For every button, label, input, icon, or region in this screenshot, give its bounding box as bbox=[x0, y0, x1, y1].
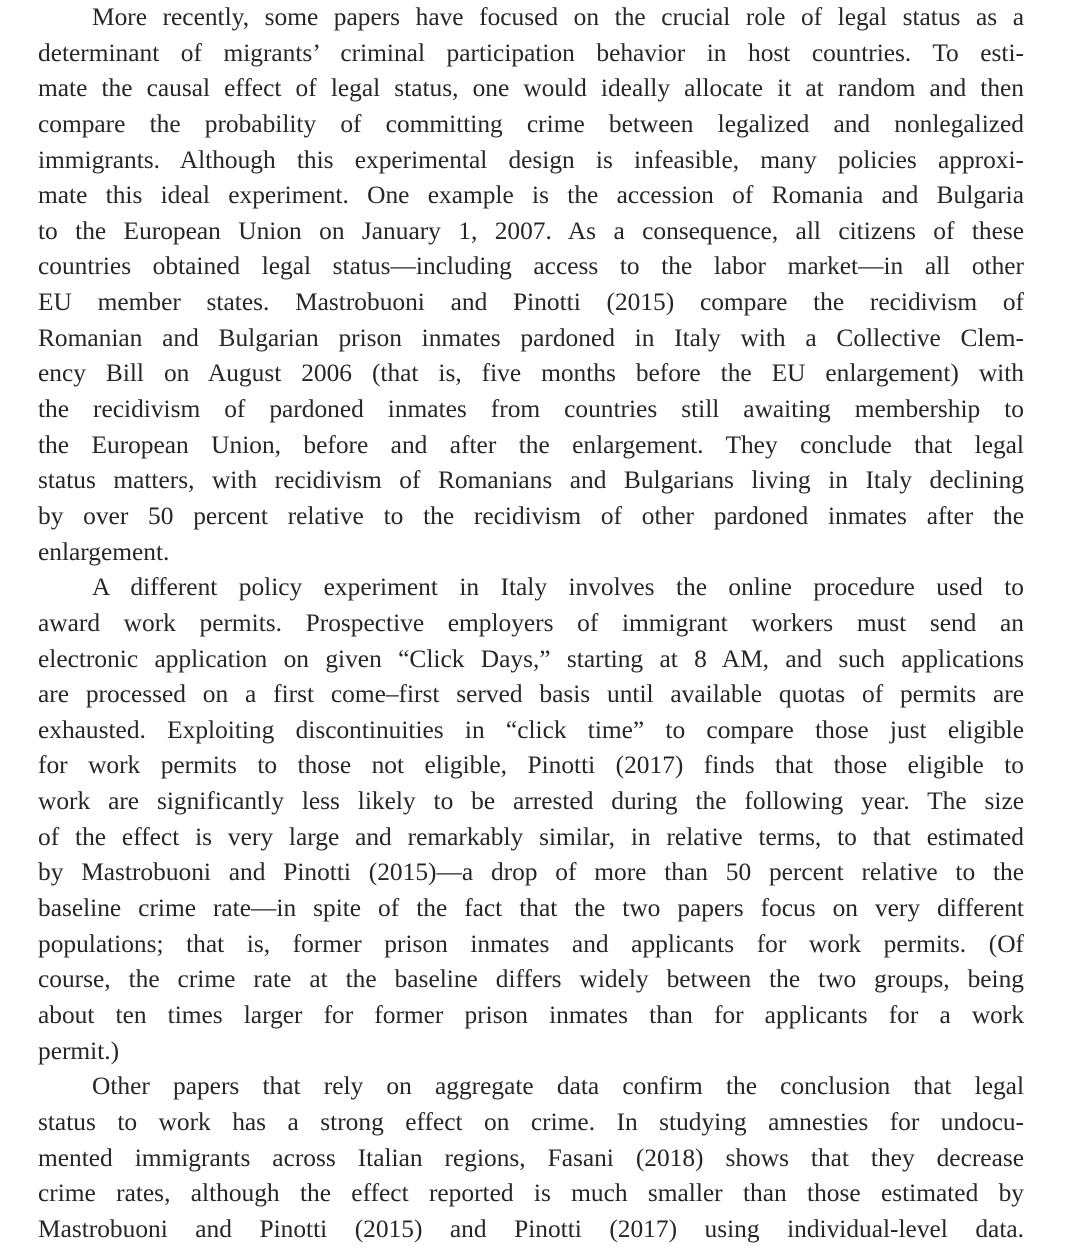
text-line: status matters, with recidivism of Romanians and Bulgarians living in Italy declining bbox=[38, 466, 1024, 495]
text-line: crime rates, although the effect reported is much smaller than those estimated by bbox=[38, 1179, 1024, 1208]
text-line: ency Bill on August 2006 (that is, five months before the EU enlargement) with bbox=[38, 359, 1024, 388]
text-line: status to work has a strong effect on crime. In studying amnesties for undocu- bbox=[38, 1107, 1024, 1136]
text-line: baseline crime rate—in spite of the fact that the two papers focus on very different bbox=[38, 894, 1024, 923]
text-line: about ten times larger for former prison inmates than for applicants for a work bbox=[38, 1000, 1024, 1029]
text-line: countries obtained legal status—including access to the labor market—in all other bbox=[38, 252, 1024, 281]
text-line: are processed on a first come–first served basis until available quotas of permits are bbox=[38, 680, 1024, 709]
text-line: electronic application on given “Click Days,” starting at 8 AM, and such applications bbox=[38, 644, 1024, 673]
text-line: by over 50 percent relative to the recidivism of other pardoned inmates after the bbox=[38, 501, 1024, 530]
text-line: More recently, some papers have focused on the crucial role of legal status as a bbox=[92, 3, 1024, 31]
text-line: award work permits. Prospective employers of immigrant workers must send an bbox=[38, 608, 1024, 637]
paragraph-aggregate-data bbox=[38, 1069, 1024, 1247]
text-line: Other papers that rely on aggregate data confirm the conclusion that legal bbox=[92, 1072, 1024, 1101]
text-line: course, the crime rate at the baseline differs widely between the two groups, being bbox=[38, 965, 1024, 994]
text-line: determinant of migrants’ criminal participation behavior in host countries. To esti- bbox=[38, 38, 1024, 67]
text-line: to the European Union on January 1, 2007. As a consequence, all citizens of these bbox=[38, 216, 1024, 245]
text-line: enlargement. bbox=[38, 537, 170, 566]
text-line: exhausted. Exploiting discontinuities in “click time” to compare those just eligible bbox=[38, 715, 1024, 744]
text-line: mented immigrants across Italian regions, Fasani (2018) shows that they decrease bbox=[38, 1143, 1024, 1172]
text-line: A different policy experiment in Italy involves the online procedure used to bbox=[92, 573, 1024, 602]
text-line: work are significantly less likely to be arrested during the following year. The size bbox=[38, 787, 1024, 816]
text-line: immigrants. Although this experimental design is infeasible, many policies approxi- bbox=[38, 145, 1024, 174]
paragraph-legal-status bbox=[38, 0, 1024, 570]
text-line: compare the probability of committing crime between legalized and nonlegalized bbox=[38, 109, 1024, 138]
text-line: the European Union, before and after the enlargement. They conclude that legal bbox=[38, 430, 1024, 459]
text-line: Romanian and Bulgarian prison inmates pardoned in Italy with a Collective Clem- bbox=[38, 323, 1024, 352]
paragraph-click-days bbox=[38, 570, 1024, 1069]
text-line: for work permits to those not eligible, Pinotti (2017) finds that those eligible to bbox=[38, 751, 1024, 780]
text-line: of the effect is very large and remarkably similar, in relative terms, to that estimated bbox=[38, 822, 1024, 851]
text-line: EU member states. Mastrobuoni and Pinotti (2015) compare the recidivism of bbox=[38, 288, 1024, 317]
text-line: populations; that is, former prison inmates and applicants for work permits. (Of bbox=[38, 929, 1024, 958]
text-line: mate this ideal experiment. One example is the accession of Romania and Bulgaria bbox=[38, 181, 1024, 210]
text-line: Mastrobuoni and Pinotti (2015) and Pinotti (2017) using individual-level data. bbox=[38, 1214, 1024, 1243]
text-line: the recidivism of pardoned inmates from countries still awaiting membership to bbox=[38, 395, 1024, 424]
text-line: by Mastrobuoni and Pinotti (2015)—a drop of more than 50 percent relative to the bbox=[38, 858, 1024, 887]
text-line: permit.) bbox=[38, 1036, 120, 1065]
document-page bbox=[38, 0, 1024, 1247]
text-line: mate the causal effect of legal status, one would ideally allocate it at random and then bbox=[38, 74, 1024, 103]
